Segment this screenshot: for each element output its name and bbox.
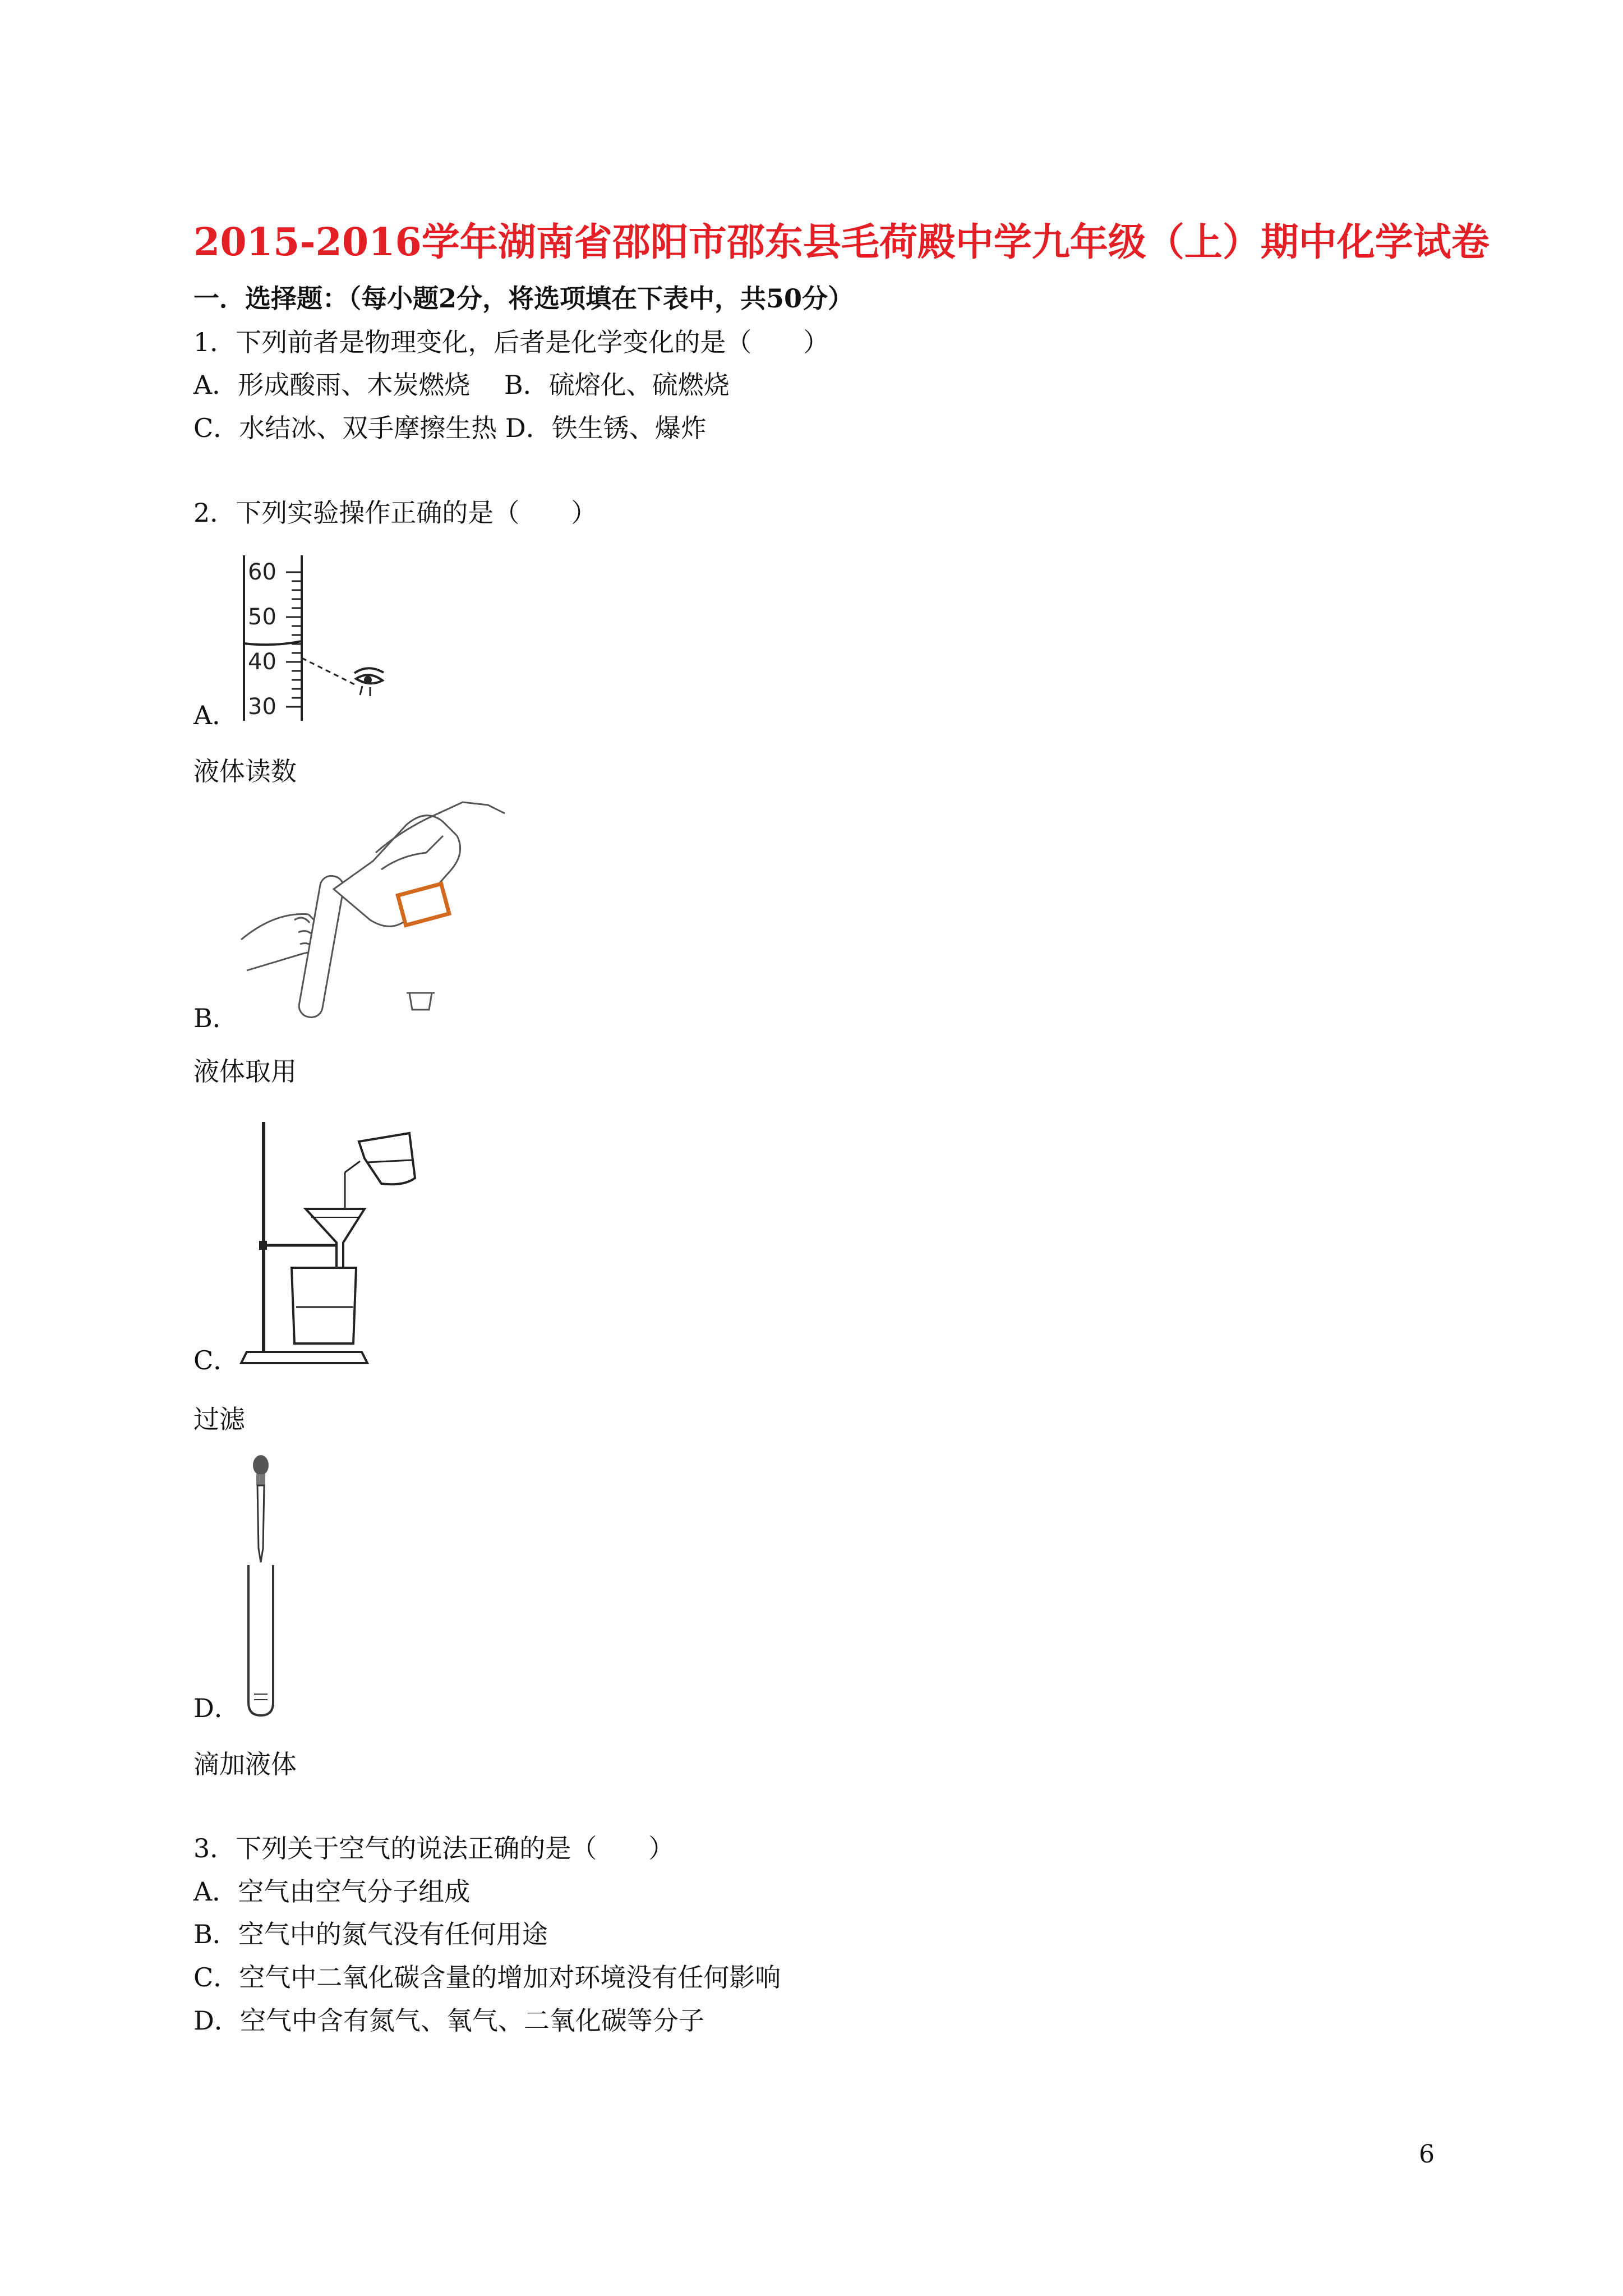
figure-graduated-cylinder [236,553,404,726]
question-1-option-row-1: A．形成酸雨、木炭燃烧 B．硫熔化、硫燃烧 [193,370,730,400]
cylinder-scale-50: 50 [248,604,276,630]
eye-icon [354,668,384,696]
question-3-option-b: B．空气中的氮气没有任何用途 [193,1919,548,1949]
cylinder-scale-60: 60 [248,559,276,585]
option-a-caption: 液体读数 [193,756,297,786]
question-1-option-row-2: C．水结冰、双手摩擦生热 D．铁生锈、爆炸 [193,413,707,443]
option-a-letter: A． [193,700,238,730]
question-3-option-a: A．空气由空气分子组成 [193,1876,471,1907]
figure-filtration [241,1116,454,1380]
figure-dropper [244,1453,311,1717]
question-3-stem: 3．下列关于空气的说法正确的是（ ） [193,1833,675,1864]
page-number: 6 [1419,2140,1435,2169]
option-c-letter: C． [193,1345,239,1375]
bottle-stopper [409,993,432,1010]
section-heading: 一．选择题：（每小题2分，将选项填在下表中，共50分） [193,283,854,314]
option-b-caption: 液体取用 [193,1056,297,1087]
question-3-option-d: D．空气中含有氮气、氧气、二氧化碳等分子 [193,2005,704,2036]
option-c-caption: 过滤 [193,1404,245,1434]
question-3-option-c: C．空气中二氧化碳含量的增加对环境没有任何影响 [193,1962,781,1993]
cylinder-scale-40: 40 [248,649,276,675]
question-2-stem: 2．下列实验操作正确的是（ ） [193,498,597,528]
question-1-stem: 1．下列前者是物理变化，后者是化学变化的是（ ） [193,327,829,357]
cylinder-scale-30: 30 [248,694,276,720]
option-b-letter: B． [193,1003,238,1033]
option-d-letter: D． [193,1693,240,1723]
page-title: 2015-2016学年湖南省邵阳市邵东县毛荷殿中学九年级（上）期中化学试卷 [193,220,1490,265]
option-d-caption: 滴加液体 [193,1749,297,1779]
figure-liquid-pouring [241,802,505,1032]
